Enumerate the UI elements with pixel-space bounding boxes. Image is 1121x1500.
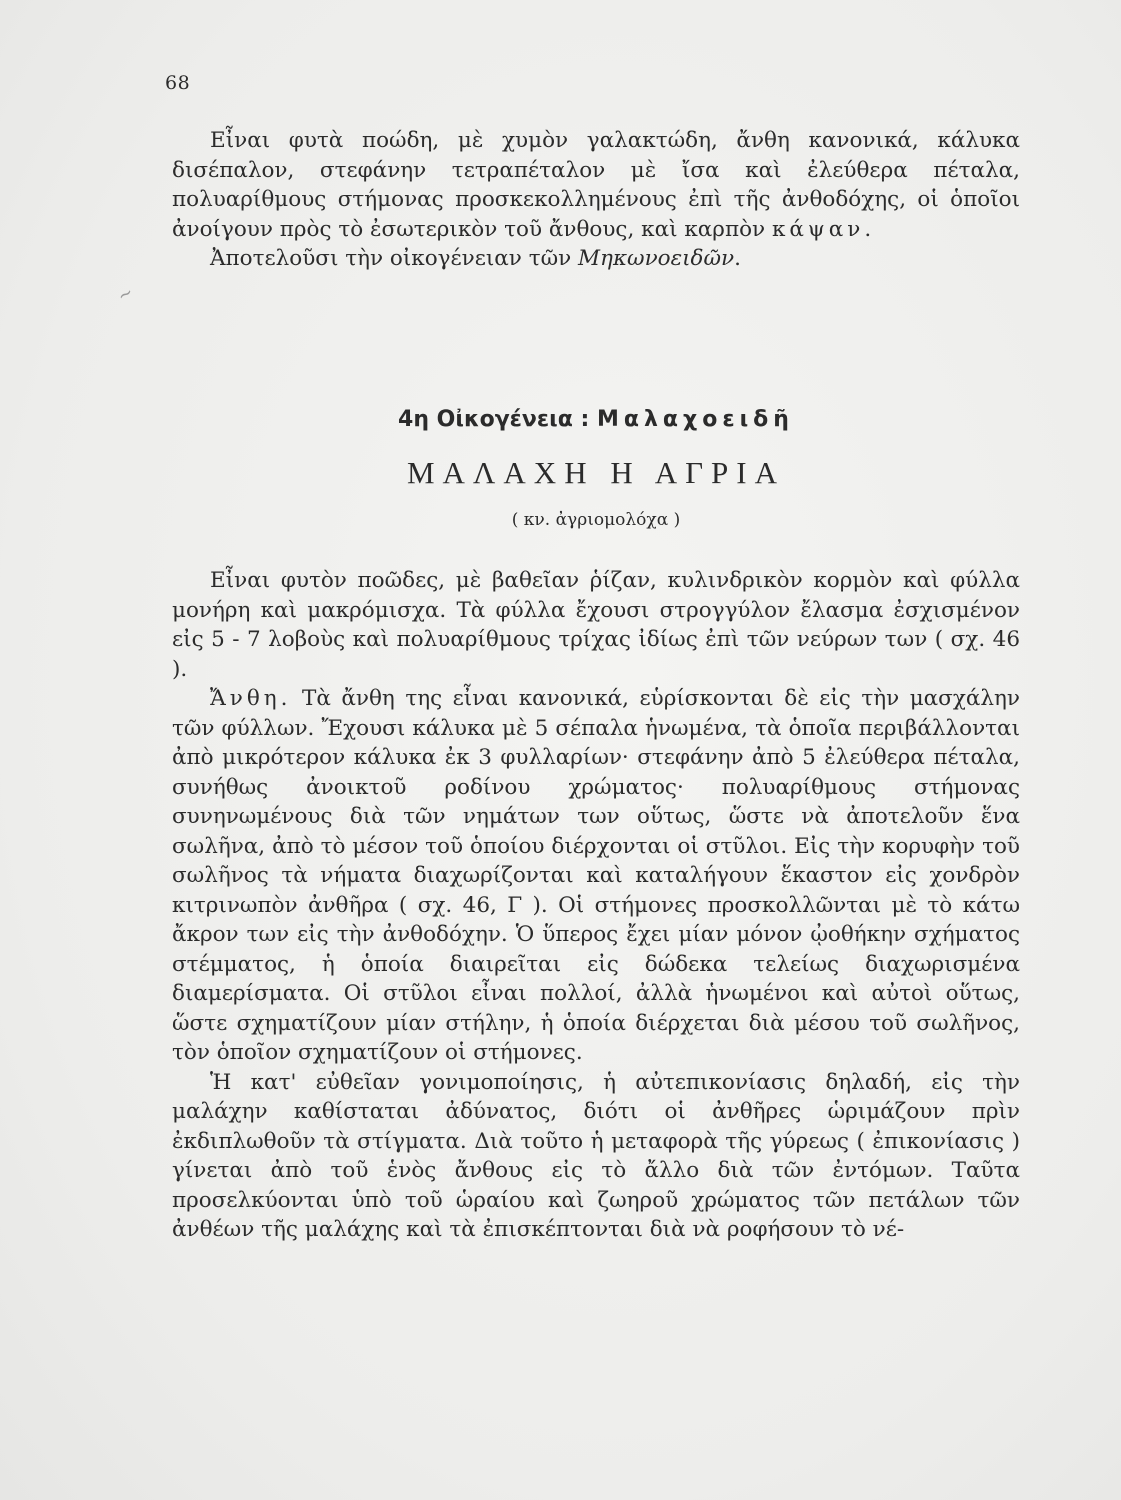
body-paragraph-3: Ἡ κατ' εὐθεῖαν γονιμοποίησις, ἡ αὐτεπικονίασις δηλαδή, εἰς τὴν μαλάχην καθίσταται ἀδύνατος, διότι οἱ ἀνθῆρες ὡριμάζουν πρὶν ἐκδιπλωθοῦν τὰ στίγματα. Διὰ τοῦτο ἡ μεταφορὰ τῆς γύρεως ( ἐπικονίασις ) γίνεται ἀπὸ τοῦ ἑνὸς ἄνθους εἰς τὸ ἄλλο διὰ τῶν ἐντόμων. Ταῦτα προσελκύονται ὑπὸ τοῦ ὡραίου καὶ ζωηροῦ χρώματος τῶν πετάλων τῶν ἀνθέων τῆς μαλάχης καὶ τὰ ἐπισκέπτονται διὰ νὰ ροφήσουν τὸ νέ-: [172, 1069, 1020, 1242]
body-paragraph-1: Εἶναι φυτὸν ποῶδες, μὲ βαθεῖαν ῥίζαν, κυλινδρικὸν κορμὸν καὶ φύλλα μονήρη καὶ μακρόμισχα. Τὰ φύλλα ἔχουσι στρογγύλον ἔλασμα ἐσχισμένον εἰς 5 - 7 λοβοὺς καὶ πολυαρίθμους τρίχας ἰδίως ἐπὶ τῶν νεύρων των ( σχ. 46 ).: [172, 568, 1020, 682]
margin-mark: ~: [113, 281, 138, 308]
family-name-italic: Μηκωνοειδῶν: [578, 246, 735, 271]
body-text: [172, 566, 1020, 1245]
body-paragraph-2: [172, 684, 1020, 1068]
family-heading: [172, 407, 1020, 432]
family-title: Μαλαχοειδῆ: [596, 407, 794, 432]
page-number: 68: [165, 72, 191, 94]
family-number-label: 4η Οἰκογένεια :: [398, 407, 590, 432]
fruit-word: κάψαν.: [771, 216, 876, 242]
intro-text: [172, 126, 1020, 274]
body-paragraph-2-text: Τὰ ἄνθη της εἶναι κανονικά, εὑρίσκονται δὲ εἰς τὴν μασχάλην τῶν φύλλων. Ἔχουσι κάλυκα μὲ 5 σέπαλα ἡνωμένα, τὰ ὁποῖα περιβάλλονται ἀπὸ μικρότερον κάλυκα ἐκ 3 φυλλαρίων· στεφάνην ἀπὸ 5 ἐλεύθερα πέταλα, συνήθως ἀνοικτοῦ ροδίνου χρώματος· πολυαρίθμους στήμονας συνηνωμένους διὰ τῶν νημάτων των οὕτως, ὥστε νὰ ἀποτελοῦν ἕνα σωλῆνα, ἀπὸ τὸ μέσον τοῦ ὁποίου διέρχονται οἱ στῦλοι. Εἰς τὴν κορυφὴν τοῦ σωλῆνος τὰ νήματα διαχωρίζονται καὶ καταλήγουν ἕκαστον εἰς χονδρὸν κιτρινωπὸν ἀνθῆρα ( σχ. 46, Γ ). Οἱ στήμονες προσκολλῶνται μὲ τὸ κάτω ἄκρον των εἰς τὴν ἀνθοδόχην. Ὁ ὕπερος ἔχει μίαν μόνον ᾠοθήκην σχήματος στέμματος, ἡ ὁποία διαιρεῖται εἰς δώδεκα τελείως διαχωρισμένα διαμερίσματα. Οἱ στῦλοι εἶναι πολλοί, ἀλλὰ ἡνωμένοι καὶ αὐτοὶ οὕτως, ὥστε σχηματίζουν μίαν στήλην, ἡ ὁποία διέρχεται διὰ μέσου τοῦ σωλῆνος, τὸν ὁποῖον σχηματίζουν οἱ στήμονες.: [172, 686, 1020, 1065]
intro-paragraph-2-prefix: Ἀποτελοῦσι τὴν οἰκογένειαν τῶν: [210, 246, 572, 271]
common-name: ( κν. ἀγριομολόχα ): [511, 510, 681, 530]
intro-paragraph-2: Ἀποτελοῦσι τὴν οἰκογένειαν τῶν Μηκωνοειδῶν.: [210, 246, 741, 271]
intro-paragraph-1-text: Εἶναι φυτὰ ποώδη, μὲ χυμὸν γαλακτώδη, ἄνθη κανονικά, κάλυκα δισέπαλον, στεφάνην τετραπέταλον μὲ ἴσα καὶ ἐλεύθερα πέταλα, πολυαρίθμους στήμονας προσκεκολλημένους ἐπὶ τῆς ἀνθοδόχης, οἱ ὁποῖοι ἀνοίγουν πρὸς τὸ ἐσωτερικὸν τοῦ ἄνθους, καὶ καρπὸν: [172, 128, 1020, 242]
species-title: ΜΑΛΑΧΗ Η ΑΓΡΙΑ: [406, 455, 786, 490]
intro-paragraph-1: [172, 126, 1020, 244]
flowers-label: Ἄνθη.: [210, 686, 292, 711]
